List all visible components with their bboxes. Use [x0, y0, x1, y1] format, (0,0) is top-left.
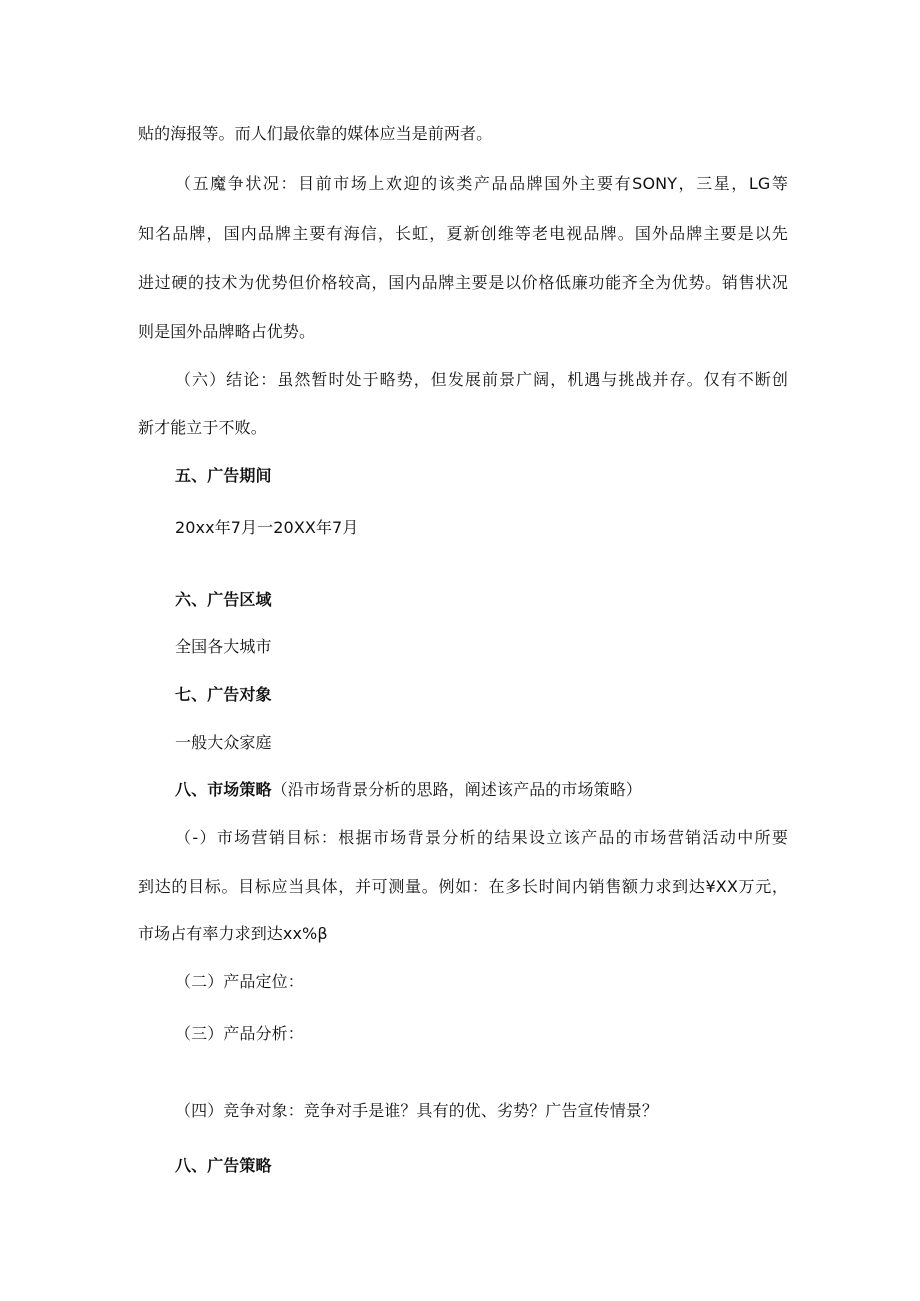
paragraph-line: （二）产品定位： [175, 972, 304, 991]
section-heading: 七、广告对象 [175, 685, 272, 704]
paragraph-line: 一般大众家庭 [175, 733, 272, 752]
paragraph-line: 进过硬的技术为优势但价格较高，国内品牌主要是以价格低廉功能齐全为优势。销售状况 [138, 273, 788, 292]
paragraph-line: （四）竞争对象：竞争对手是谁？具有的优、劣势？广告宣传情景？ [175, 1101, 659, 1120]
paragraph-line: 新才能立于不败。 [138, 418, 267, 437]
paragraph-line: 全国各大城市 [175, 637, 272, 656]
section-heading-with-note [175, 780, 788, 800]
paragraph-line: （五魔争状况：目前市场上欢迎的该类产品品牌国外主要有SONY，三星，LG等 [175, 174, 788, 193]
paragraph-line: （六）结论：虽然暂时处于略势，但发展前景广阔，机遇与挑战并存。仅有不断创 [175, 370, 788, 389]
paragraph-line: 市场占有率力求到达xx%β [138, 924, 328, 943]
paragraph-line: 知名品牌，国内品牌主要有海信，长虹，夏新创维等老电视品牌。国外品牌主要是以先 [138, 224, 788, 243]
section-heading: 五、广告期间 [175, 466, 272, 485]
paragraph-line: 20xx年7月一20XX年7月 [175, 518, 359, 537]
section-heading: 八、广告策略 [175, 1156, 272, 1175]
section-note: （沿市场背景分析的思路，阐述该产品的市场策略） [271, 780, 642, 799]
paragraph-line: （三）产品分析： [175, 1024, 304, 1043]
paragraph-line: （-）市场营销目标：根据市场背景分析的结果设立该产品的市场营销活动中所要 [175, 828, 788, 847]
paragraph-line: 贴的海报等。而人们最依靠的媒体应当是前两者。 [138, 124, 493, 143]
section-heading: 六、广告区域 [175, 590, 272, 609]
paragraph-line: 则是国外品牌略占优势。 [138, 322, 316, 341]
paragraph-line: 到达的目标。目标应当具体，并可测量。例如：在多长时间内销售额力求到达¥XX万元， [138, 877, 788, 896]
section-heading: 八、市场策略 [175, 780, 272, 799]
